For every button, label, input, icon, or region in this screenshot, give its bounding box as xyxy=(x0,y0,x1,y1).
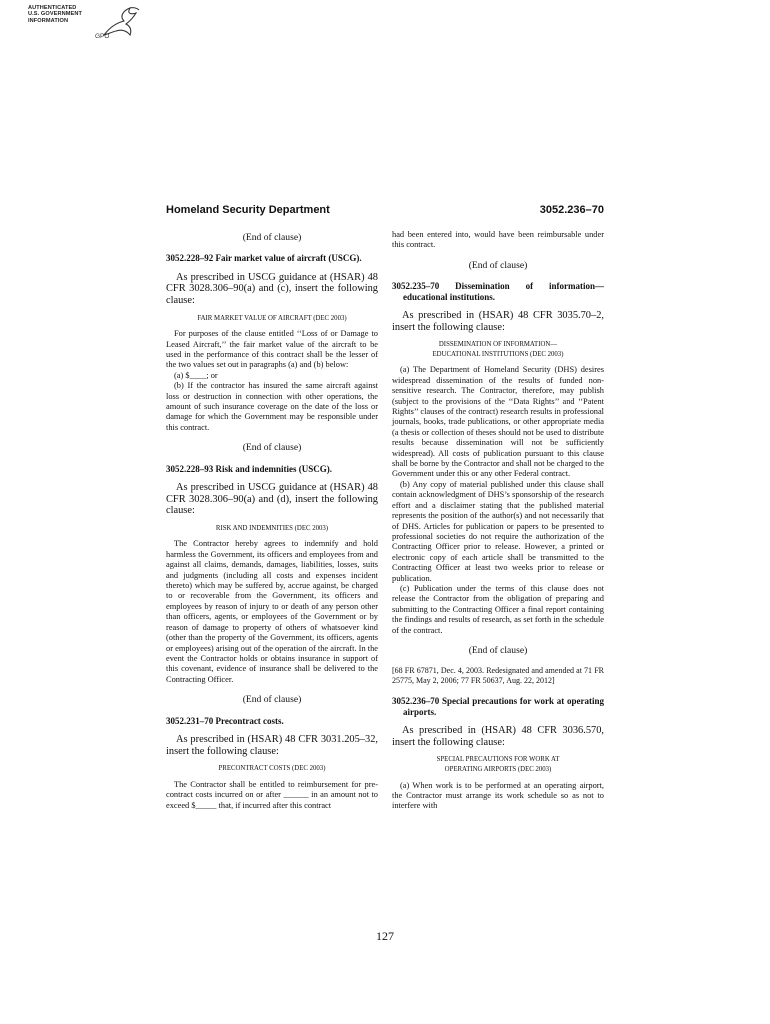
prescription-text: As prescribed in (HSAR) 48 CFR 3031.205–32, insert the following clause: xyxy=(166,733,378,757)
prescription-text: As prescribed in USCG guidance at (HSAR) 48 CFR 3028.306–90(a) and (d), insert the following clause: xyxy=(166,482,378,517)
clause-paragraph: The Contractor shall be entitled to reimbursement for pre-contract costs incurred on or after ______ in an amount not to exceed $_____ that, if incurred after this contract xyxy=(166,779,378,810)
section-number: 3052.236–70 xyxy=(539,204,604,216)
clause-paragraph: For purposes of the clause entitled ‘‘Loss of or Damage to Leased Aircraft,’’ the fair market value of the aircraft to be used in the performance of this contract shall be the lesser of the two values set out in paragraphs (a) and (b) below: xyxy=(166,329,378,370)
end-of-clause: (End of clause) xyxy=(242,442,302,454)
clause-paragraph: (a) The Department of Homeland Security (DHS) desires widespread dissemination of the results of funded non-sensitive research. The Contractor, therefore, may publish (subject to the provisions of the ‘‘Data Rights’’ and ‘‘Patent Rights’’ clauses of the contract) research results in professional journals, books, trade publications, or other appropriate media (a thesis or collection of theses should not be used to distribute results because dissemination will not be sufficiently widespread). All costs of publication pursuant to this clause shall be borne by the Contractor and shall not be charged to the Government under this or any other Federal contract. xyxy=(392,365,604,479)
gpo-label: GPO xyxy=(95,33,110,40)
source-citation: [68 FR 67871, Dec. 4, 2003. Redesignated and amended at 71 FR 25775, May 2, 2006; 77 FR 50637, Aug. 22, 2012] xyxy=(392,666,604,686)
clause-title: DISSEMINATION OF INFORMATION— xyxy=(438,341,558,349)
logo-line-2: U.S. GOVERNMENT xyxy=(28,11,83,18)
section-heading: 3052.235–70 Dissemination of information—educational institutions. xyxy=(392,281,604,302)
prescription-text: As prescribed in (HSAR) 48 CFR 3035.70–2, insert the following clause: xyxy=(392,310,604,333)
clause-title: PRECONTRACT COSTS (DEC 2003) xyxy=(218,765,326,773)
continued-paragraph: had been entered into, would have been reimbursable under this contract. xyxy=(392,230,604,250)
gpo-authentication-logo xyxy=(28,5,140,47)
clause-title: RISK AND INDEMNITIES (DEC 2003) xyxy=(215,524,329,532)
end-of-clause: (End of clause) xyxy=(242,694,302,706)
running-head xyxy=(166,204,604,218)
section-heading: 3052.231–70 Precontract costs. xyxy=(166,715,284,726)
clause-paragraph: (b) If the contractor has insured the same aircraft against loss or destruction in connection with other operations, the amount of such insurance coverage on the date of the loss or damage for which the Government may be responsible under this contract. xyxy=(166,381,378,432)
clause-paragraph: (a) When work is to be performed at an operating airport, the Contractor must arrange its work schedule so as not to interfere with xyxy=(392,780,604,811)
page-number: 127 xyxy=(376,929,394,943)
clause-title: SPECIAL PRECAUTIONS FOR WORK AT xyxy=(436,756,560,764)
logo-line-1: AUTHENTICATED xyxy=(28,5,77,11)
agency-name: Homeland Security Department xyxy=(166,204,330,216)
section-heading: 3052.228–93 Risk and indemnities (USCG). xyxy=(166,463,333,474)
authentication-text xyxy=(28,5,82,24)
clause-paragraph: (a) $____; or xyxy=(174,370,218,380)
clause-paragraph: (c) Publication under the terms of this clause does not release the Contractor from the obligation of preparing and submitting to the Contracting Officer a final report containing the findings and results of research, as set forth in the schedule of the contract. xyxy=(392,583,604,635)
clause-paragraph: (b) Any copy of material published under this clause shall contain acknowledgment of DHS’s sponsorship of the research effort and a disclaimer stating that the published material represents the position of the author(s) and not necessarily that of DHS. Articles for publication or papers to be presented to professional societies do not require the authorization of the Contracting Officer prior to release. However, a printed or electronic copy of each article shall be transmitted to the Contracting Officer at least two weeks prior to release or publication. xyxy=(392,479,604,583)
end-of-clause: (End of clause) xyxy=(242,232,302,243)
clause-title: OPERATING AIRPORTS (DEC 2003) xyxy=(444,765,552,773)
right-column xyxy=(392,230,604,812)
end-of-clause: (End of clause) xyxy=(468,259,528,271)
end-of-clause: (End of clause) xyxy=(468,644,528,656)
prescription-text: As prescribed in (HSAR) 48 CFR 3036.570, insert the following clause: xyxy=(392,725,604,748)
prescription-text: As prescribed in USCG guidance at (HSAR) 48 CFR 3028.306–90(a) and (c), insert the following clause: xyxy=(166,271,378,306)
clause-title: FAIR MARKET VALUE OF AIRCRAFT (DEC 2003) xyxy=(197,314,347,322)
clause-title: EDUCATIONAL INSTITUTIONS (DEC 2003) xyxy=(432,350,564,358)
clause-paragraph: The Contractor hereby agrees to indemnify and hold harmless the Government, its officers and employees from and against all claims, demands, damages, liabilities, losses, suits and judgments (including all costs and expenses incident thereto) which may be suffered by, accrue against, be charged to or recoverable from the Government, its officers and employees by reason of injury to or death of any person other than officers, agents, or employees of the Government or by reason of damage to property of others of whatsoever kind (other than the property of the Government, its officers, agents or employees) arising out of the operation of the aircraft. In the event the Contractor holds or obtains insurance in support of this covenant, evidence of insurance shall be delivered to the Contracting Officer. xyxy=(166,539,378,684)
section-heading: 3052.228–92 Fair market value of aircraft (USCG). xyxy=(166,253,362,264)
section-heading: 3052.236–70 Special precautions for work at operating airports. xyxy=(392,696,604,717)
logo-line-3: INFORMATION xyxy=(28,17,69,24)
left-column xyxy=(166,230,378,811)
